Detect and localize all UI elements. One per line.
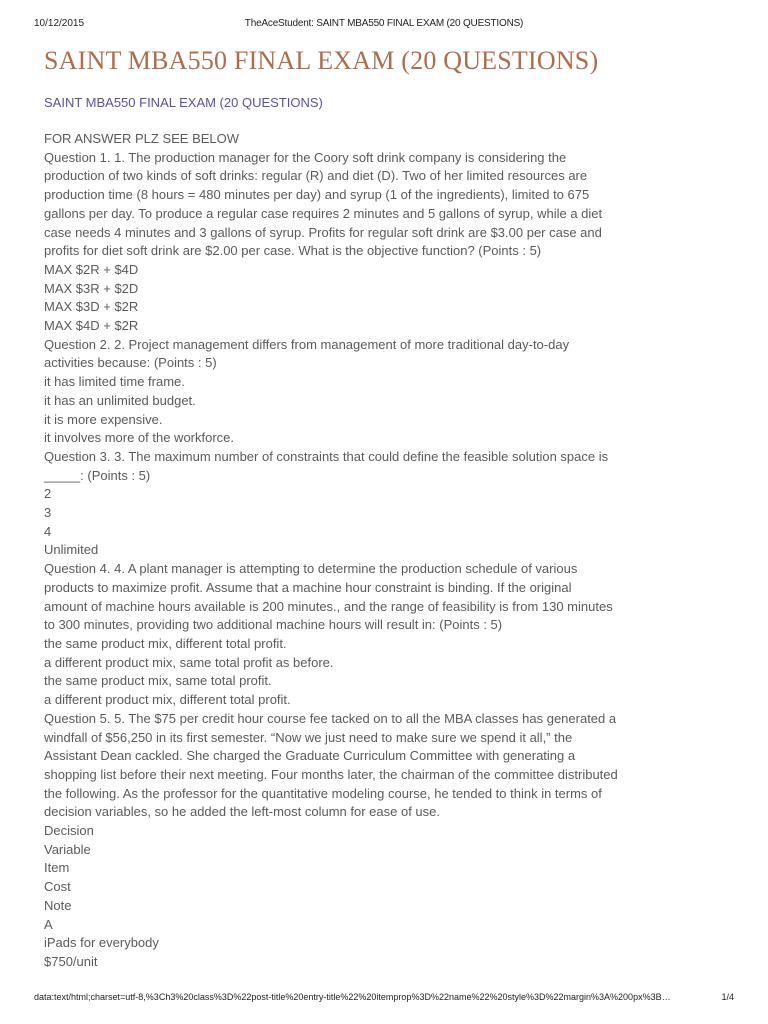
content-line: A (44, 916, 53, 932)
content-line: Item (44, 860, 70, 876)
content-line: MAX $3D + $2R (44, 299, 139, 315)
content-line: Question 1. 1. The production manager for the Coory soft drink company is considering the (44, 149, 567, 165)
print-page-title: TheAceStudent: SAINT MBA550 FINAL EXAM (20 QUESTIONS) (244, 18, 524, 29)
post-body (44, 130, 634, 972)
content-line: activities because: (Points : 5) (44, 355, 217, 371)
content-line: products to maximize profit. Assume that a machine hour constraint is binding. If the original (44, 579, 572, 595)
content-line: amount of machine hours available is 200 minutes., and the range of feasibility is from 130 minutes (44, 598, 613, 614)
content-line: Decision (44, 823, 94, 839)
content-line: _____: (Points : 5) (44, 467, 151, 483)
content-line: case needs 4 minutes and 3 gallons of syrup. Profits for regular soft drink are $3.00 per case and (44, 224, 602, 240)
content-line: MAX $2R + $4D (44, 261, 139, 277)
content-line: Question 5. 5. The $75 per credit hour course fee tacked on to all the MBA classes has generated a (44, 710, 617, 726)
content-line: 3 (44, 505, 52, 521)
content-line: windfall of $56,250 in its first semester. “Now we just need to make sure we spend it all,” the (44, 729, 573, 745)
content-line: Variable (44, 841, 91, 857)
content-line: 4 (44, 523, 52, 539)
content-line: profits for diet soft drink are $2.00 per case. What is the objective function? (Points : 5) (44, 243, 542, 259)
content-line: MAX $4D + $2R (44, 318, 139, 334)
content-line: the following. As the professor for the quantitative modeling course, he tended to think in terms of (44, 785, 602, 801)
print-header (34, 18, 734, 32)
content-line: it has limited time frame. (44, 374, 185, 390)
content-line: $750/unit (44, 953, 98, 969)
content-line: shopping list before their next meeting. Four months later, the chairman of the committee distributed (44, 766, 618, 782)
content-line: it involves more of the workforce. (44, 430, 235, 446)
content-line: to 300 minutes, providing two additional machine hours will result in: (Points : 5) (44, 617, 503, 633)
page-number: 1/4 (721, 992, 734, 1002)
content-line: decision variables, so he added the left-most column for ease of use. (44, 804, 440, 820)
content-line: Question 2. 2. Project management differs from management of more traditional day-to-day (44, 336, 570, 352)
content-line: a different product mix, same total profit as before. (44, 654, 334, 670)
content-line: iPads for everybody (44, 935, 159, 951)
content-line: it is more expensive. (44, 411, 163, 427)
content-line: Question 4. 4. A plant manager is attempting to determine the production schedule of various (44, 561, 578, 577)
content-line: FOR ANSWER PLZ SEE BELOW (44, 131, 240, 146)
post-title-link[interactable]: SAINT MBA550 FINAL EXAM (20 QUESTIONS) (44, 95, 323, 110)
content-line: Assistant Dean cackled. She charged the Graduate Curriculum Committee with generating a (44, 748, 576, 764)
content-line: production time (8 hours = 480 minutes per day) and syrup (1 of the ingredients), limited to 675 (44, 187, 590, 203)
content-line: Note (44, 897, 72, 913)
content-line: production of two kinds of soft drinks: regular (R) and diet (D). Two of her limited resources are (44, 168, 588, 184)
post-title: SAINT MBA550 FINAL EXAM (20 QUESTIONS) (44, 46, 599, 75)
print-footer (34, 992, 734, 1006)
content-line: MAX $3R + $2D (44, 280, 139, 296)
content-line: a different product mix, different total profit. (44, 692, 291, 708)
print-url: data:text/html;charset=utf-8,%3Ch3%20class%3D%22post-title%20entry-title%22%20itemprop%3D%22name%22%20style%3D%22margin%3A%200px%3B… (34, 992, 671, 1002)
print-date: 10/12/2015 (34, 18, 85, 29)
content-line: the same product mix, same total profit. (44, 673, 272, 689)
content-line: it has an unlimited budget. (44, 392, 196, 408)
content-line: gallons per day. To produce a regular case requires 2 minutes and 5 gallons of syrup, while a diet (44, 205, 603, 221)
content-line: the same product mix, different total profit. (44, 635, 287, 651)
content-line: 2 (44, 486, 52, 502)
content-line: Unlimited (44, 542, 99, 558)
content-line: Cost (44, 879, 71, 895)
content-line: Question 3. 3. The maximum number of constraints that could define the feasible solution space is (44, 448, 609, 464)
